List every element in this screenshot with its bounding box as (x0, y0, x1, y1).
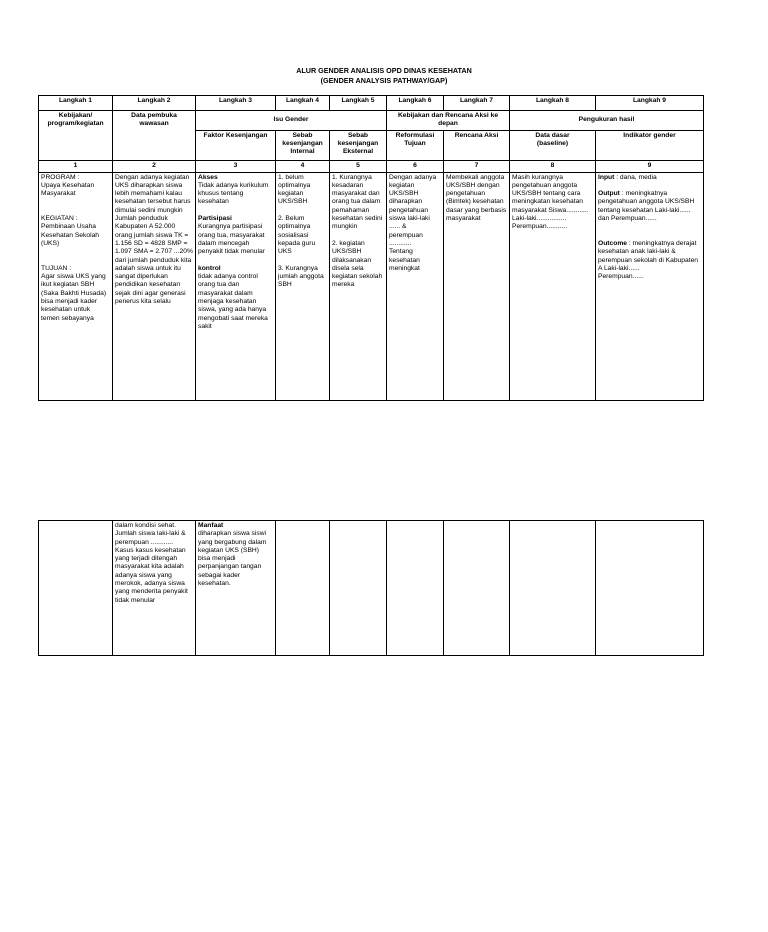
faktor-header: Faktor Kesenjangan (196, 130, 276, 160)
reformulasi-header: Reformulasi Tujuan (387, 130, 444, 160)
akses-label: Akses (198, 173, 218, 181)
input-label: Input (598, 173, 615, 181)
rencana-aksi-cell (444, 172, 510, 400)
col-number-2: 2 (113, 160, 196, 172)
indikator-cell (596, 172, 704, 400)
data-pembuka-header: Data pembuka wawasan (113, 111, 196, 161)
step-5-header: Langkah 5 (330, 96, 387, 111)
kontrol-text: tidak adanya control orang tua dan masyarakat dalam menjaga kesehatan siswa, yang ada hanya mengobati saat mereka sakit (198, 273, 268, 330)
data-pembuka-cell (113, 172, 196, 400)
reformulasi-cell-cont (387, 521, 444, 656)
gap-table (38, 95, 704, 401)
kontrol-label: kontrol (198, 264, 221, 272)
data-pembuka-text-cont: dalam kondisi sehat. Jumlah siswa laki-laki & perempuan ............ Kasus kasus kesehatan yang terjadi ditengah masyarakat kita adalah adanya siswa yang merokok, adanya siswa yang menderita penyakit tidak menular (115, 522, 188, 604)
col-number-3: 3 (196, 160, 276, 172)
col-number-4: 4 (276, 160, 330, 172)
sebab-eksternal-cell (330, 172, 387, 400)
gap-table-continued (38, 520, 704, 656)
kebijakan-text: PROGRAM : Upaya Kesehatan Masyarakat KEGIATAN : Pembinaan Usaha Kesehatan Sekolah (UKS) TUJUAN : Agar siswa UKS yang ikut kegiatan SBH (Saka Bakhti Husada) bisa menjadi kader kesehatan untuk temen sebayanya (41, 173, 107, 322)
col-number-6: 6 (387, 160, 444, 172)
data-dasar-cell-cont (510, 521, 596, 656)
kebijakan-cell (39, 172, 113, 400)
continued-content-row (39, 521, 704, 656)
output-label: Output (598, 190, 620, 198)
step-2-header: Langkah 2 (113, 96, 196, 111)
data-dasar-cell (510, 172, 596, 400)
outcome-label: Outcome (598, 239, 627, 247)
col-number-8: 8 (510, 160, 596, 172)
col-number-1: 1 (39, 160, 113, 172)
sebab-eksternal-header: Sebab kesenjangan Eksternal (330, 130, 387, 160)
sebab-internal-cell-cont (276, 521, 330, 656)
rencana-aksi-cell-cont (444, 521, 510, 656)
step-3-header: Langkah 3 (196, 96, 276, 111)
document-subtitle: (GENDER ANALYSIS PATHWAY/GAP) (320, 76, 448, 85)
content-row (39, 172, 704, 400)
data-dasar-text: Masih kurangnya pengetahuan anggota UKS/SBH tentang cara meningkatan kesehatan masyarakat Siswa............ Laki-laki................ Perempuan........... (512, 173, 589, 231)
kebijakan-rencana-header: Kebijakan dan Rencana Aksi ke depan (387, 111, 510, 131)
rencana-aksi-text: Membekali anggota UKS/SBH dengan pengetahuan (Bimtek) kesehatan dasar yang berbasis masyarakat (446, 173, 507, 223)
isu-gender-header: Isu Gender (196, 111, 387, 131)
step-7-header: Langkah 7 (444, 96, 510, 111)
manfaat-text: diharapkan siswa siswi yang bergabung dalam kegiatan UKS (SBH) bisa menjadi perpanjangan tangan sebagai kader kesehatan. (198, 530, 267, 588)
manfaat-label: Manfaat (198, 522, 224, 529)
group-header-row (39, 111, 704, 131)
col-number-5: 5 (330, 160, 387, 172)
step-9-header: Langkah 9 (596, 96, 704, 111)
faktor-cell (196, 172, 276, 400)
step-1-header: Langkah 1 (39, 96, 113, 111)
steps-row (39, 96, 704, 111)
partisipasi-label: Partisipasi (198, 215, 232, 223)
reformulasi-text: Dengan adanya kegiatan UKS/SBH diharapkan pengetahuan siswa laki-laki ...... & perempuan ............ Tentang kesehatan meningkat (389, 173, 437, 272)
faktor-cell-cont (196, 521, 276, 656)
sebab-eksternal-cell-cont (330, 521, 387, 656)
col-number-9: 9 (596, 160, 704, 172)
step-8-header: Langkah 8 (510, 96, 596, 111)
step-4-header: Langkah 4 (276, 96, 330, 111)
data-pembuka-text: Dengan adanya kegiatan UKS diharapkan siswa lebih memahami kalau kesehatan tersebut harus dimulai sedini mungkin Jumlah penduduk Kabupaten A 52.000 orang jumlah siswa TK = 1.156 SD = 4828 SMP = 1.097 SMA = 2.707 ...20% dari jumlah penduduk kita adalah siswa untuk itu sangat diperlukan pendidikan kesehatan sejak dini agar generasi penerus kita selalu (115, 173, 193, 306)
document-title: ALUR GENDER ANALISIS OPD DINAS KESEHATAN (296, 66, 472, 75)
kebijakan-cell-cont (39, 521, 113, 656)
akses-text: Tidak adanya kurikulum khusus tentang kesehatan (198, 181, 269, 206)
number-row (39, 160, 704, 172)
kebijakan-header: Kebijakan/ program/kegiatan (39, 111, 113, 161)
sebab-internal-header: Sebab kesenjangan Internal (276, 130, 330, 160)
sebab-internal-cell (276, 172, 330, 400)
outcome-text: : meningkatnya derajat kesehatan anak laki-laki & perempuan sekolah di Kabupaten A Laki-laki...... Perempuan...... (598, 239, 699, 281)
rencana-aksi-header: Rencana Aksi (444, 130, 510, 160)
data-dasar-header: Data dasar (baseline) (510, 130, 596, 160)
sebab-internal-text: 1. belum optimalnya kegiatan UKS/SBH 2. Belum optimalnya sosialisasi kepada guru UKS 3. Kurangnya jumlah anggota SBH (278, 173, 324, 289)
col-number-7: 7 (444, 160, 510, 172)
output-text: : meningkatnya pengetahuan anggota UKS/SBH tentang kesehatan Laki-laki...... dan Perempuan...... (598, 190, 695, 223)
data-pembuka-cell-cont (113, 521, 196, 656)
input-text: : dana, media (614, 173, 657, 181)
sebab-eksternal-text: 1. Kurangnya kesadaran masyarakat dan orang tua dalam pemahaman kesehatan sedini mungkin 2. kegiatan UKS/SBH dilaksanakan disela sela kegiatan sekolah mereka (332, 173, 383, 289)
indikator-cell-cont (596, 521, 704, 656)
step-6-header: Langkah 6 (387, 96, 444, 111)
pengukuran-header: Pengukuran hasil (510, 111, 704, 131)
partisipasi-text: Kurangnya partisipasi orang tua, masyarakat dalam mencegah penyakit tidak menular (198, 223, 265, 256)
indikator-header: Indikator gender (596, 130, 704, 160)
reformulasi-cell (387, 172, 444, 400)
